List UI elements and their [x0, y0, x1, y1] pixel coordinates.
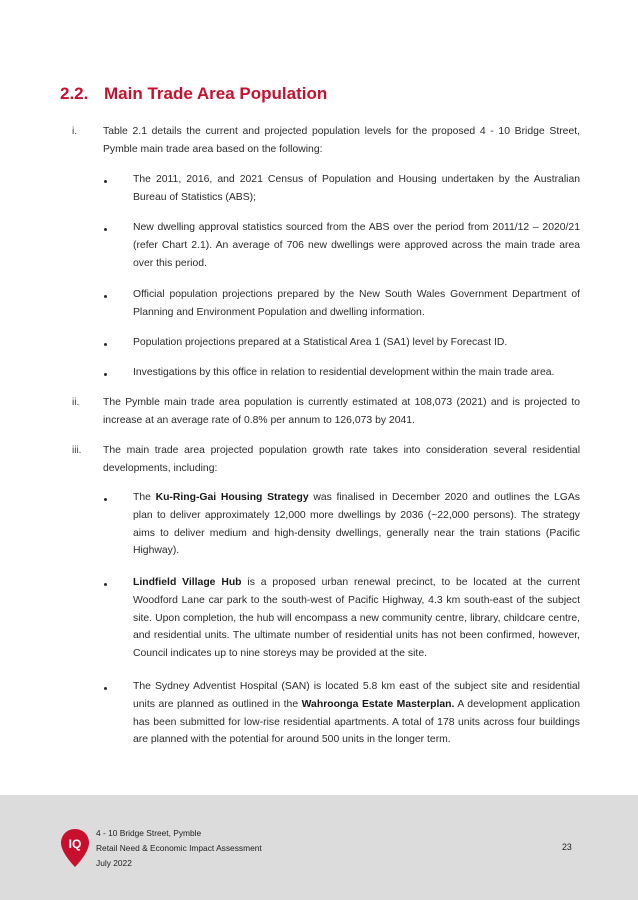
bold-term: Lindfield Village Hub: [133, 577, 242, 588]
bold-term: Wahroonga Estate Masterplan.: [301, 698, 455, 710]
bullet-dot: [104, 687, 107, 690]
bullet-dot: [104, 343, 107, 346]
footer-report-title: Retail Need & Economic Impact Assessment: [96, 843, 262, 853]
section-heading: [60, 84, 327, 104]
footer-date: July 2022: [96, 858, 132, 868]
bullet-dot: [104, 583, 107, 586]
bullet-item-lindfield-hub: Lindfield Village Hub is a proposed urban renewal precinct, to be located at the current Woodford Lane car park to the south-west of Pacific Highway, 4.3 km south-east of the subject site. Upon completion, the hub will encompass a new community centre, library, childcare centre, and residential units. The ultimate number of residential units has not been confirmed, however, Council indicates up to nine storeys may be provided at the site.: [133, 577, 580, 660]
bullet-item-investigations: Investigations by this office in relation to residential development within the main trade area.: [133, 367, 555, 378]
page-number: 23: [562, 842, 572, 852]
bullet-dot: [104, 373, 107, 376]
bullet-dot: [104, 180, 107, 183]
paragraph-ii: The Pymble main trade area population is currently estimated at 108,073 (2021) and is projected to increase at an average rate of 0.8% per annum to 126,073 by 2041.: [103, 397, 580, 426]
bullet-item-housing-strategy: The Ku-Ring-Gai Housing Strategy was finalised in December 2020 and outlines the LGAs plan to deliver approximately 12,000 more dwellings by 2036 (~22,000 persons). The strategy aims to deliver medium and high-density dwellings, generally near the train stations (Pacific Highway).: [133, 492, 580, 557]
bullet-item-sydney-adventist: The Sydney Adventist Hospital (SAN) is located 5.8 km east of the subject site and residential units are planned as outlined in the Wahroonga Estate Masterplan. A development application has been submitted for low-rise residential apartments. A total of 178 units across four buildings are planned with the potential for around 500 units in the longer term.: [133, 681, 581, 746]
logo-text: IQ: [68, 837, 82, 851]
paragraph-iii: The main trade area projected population growth rate takes into consideration several residential developments, including:: [103, 445, 580, 474]
bullet-item-official-projections: Official population projections prepared by the New South Wales Government Department of Planning and Environment Population and dwelling information.: [133, 289, 580, 318]
bullet-dot: [104, 228, 107, 231]
section-number: 2.2.: [60, 84, 89, 103]
section-title: Main Trade Area Population: [104, 84, 328, 103]
bullet-item-sa1-projections: Population projections prepared at a Statistical Area 1 (SA1) level by Forecast ID.: [133, 337, 508, 348]
item-marker-iii: iii.: [72, 445, 82, 456]
item-marker-i: i.: [72, 126, 77, 137]
iq-logo-icon: [60, 828, 90, 868]
paragraph-i: Table 2.1 details the current and projected population levels for the proposed 4 - 10 Bridge Street, Pymble main trade area based on the following:: [103, 126, 580, 155]
footer-address: 4 - 10 Bridge Street, Pymble: [96, 828, 202, 838]
bullet-item-dwelling-approvals: New dwelling approval statistics sourced from the ABS over the period from 2011/12 – 2020/21 (refer Chart 2.1). An average of 706 new dwellings were approved across the main trade area over this period.: [133, 222, 580, 269]
bullet-item-census: The 2011, 2016, and 2021 Census of Population and Housing undertaken by the Australian Bureau of Statistics (ABS);: [133, 174, 580, 203]
bullet-dot: [104, 498, 107, 501]
item-marker-ii: ii.: [72, 397, 80, 408]
bold-term: Ku-Ring-Gai Housing Strategy: [155, 492, 309, 503]
bullet-dot: [104, 295, 107, 298]
